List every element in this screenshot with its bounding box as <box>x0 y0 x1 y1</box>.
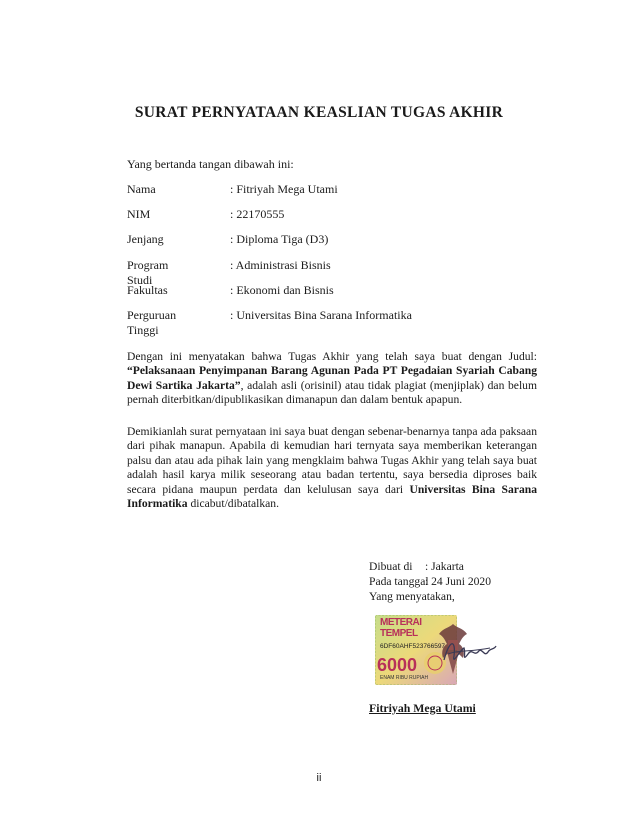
identity-label: Jenjang <box>127 232 164 247</box>
identity-label: Program Studi <box>127 257 169 287</box>
identity-value: : Administrasi Bisnis <box>230 257 331 272</box>
university-name: Universitas Bina Sarana Informatika <box>127 482 537 511</box>
stamp-serial: 6DF60AHF523766597 <box>380 643 446 650</box>
intro-text: Yang bertanda tangan dibawah ini: <box>127 157 294 171</box>
stamp-label: METERAI <box>380 617 422 628</box>
declaration-tail: dicabut/dibatalkan. <box>187 497 279 511</box>
statement-paragraph <box>127 350 537 408</box>
identity-label: Perguruan Tinggi <box>127 307 177 337</box>
page-title: SURAT PERNYATAAN KEASLIAN TUGAS AKHIR <box>134 104 504 121</box>
identity-value: : Ekonomi dan Bisnis <box>230 282 334 297</box>
sign-place-label: Dibuat di <box>369 560 413 573</box>
declaration-paragraph <box>127 425 537 511</box>
identity-value: : 22170555 <box>230 207 285 222</box>
sign-date-value: : 24 Juni 2020 <box>425 575 492 588</box>
identity-label: Fakultas <box>127 282 168 297</box>
stamp-value: 6000 <box>377 655 418 675</box>
stamp-label-2: TEMPEL <box>380 628 418 639</box>
stamp-subtext: ENAM RIBU RUPIAH <box>380 675 429 681</box>
identity-value: : Diploma Tiga (D3) <box>230 232 329 247</box>
identity-value: : Fitriyah Mega Utami <box>230 182 338 196</box>
sign-statement: Yang menyatakan, <box>369 590 455 603</box>
sign-date-label: Pada tanggal <box>369 575 429 588</box>
identity-value: : Universitas Bina Sarana Informatika <box>230 307 412 322</box>
signature-icon <box>440 632 500 672</box>
identity-label: Nama <box>127 182 156 196</box>
signer-name: Fitriyah Mega Utami <box>369 701 476 715</box>
identity-label: NIM <box>127 207 151 222</box>
statement-lead: Dengan ini menyatakan bahwa Tugas Akhir yang telah saya buat dengan Judul: <box>127 350 537 363</box>
sign-place-value: : Jakarta <box>425 560 464 573</box>
page-number: ii <box>316 772 322 784</box>
declaration-lead: Demikianlah surat pernyataan ini saya buat dengan sebenar-benarnya tanpa ada paksaan dari pihak manapun. Apabila di kemudian hari ternyata saya memberikan keterangan palsu dan atau ada pihak lain yang mengklaim bahwa Tugas Akhir yang telah saya buat adalah hasil karya milik seseorang atau badan tertentu, saya bersedia diproses baik secara pidana maupun perdata dan kelulusan saya dari <box>127 425 537 496</box>
thesis-title: “Pelaksanaan Penyimpanan Barang Agunan Pada PT Pegadaian Syariah Cabang Dewi Sartika Jakarta” <box>127 364 537 392</box>
statement-tail: , adalah asli (orisinil) atau tidak plagiat (menjiplak) dan belum pernah diterbitkan/dipublikasikan dimanapun dan dalam bentuk apapun. <box>127 378 537 407</box>
